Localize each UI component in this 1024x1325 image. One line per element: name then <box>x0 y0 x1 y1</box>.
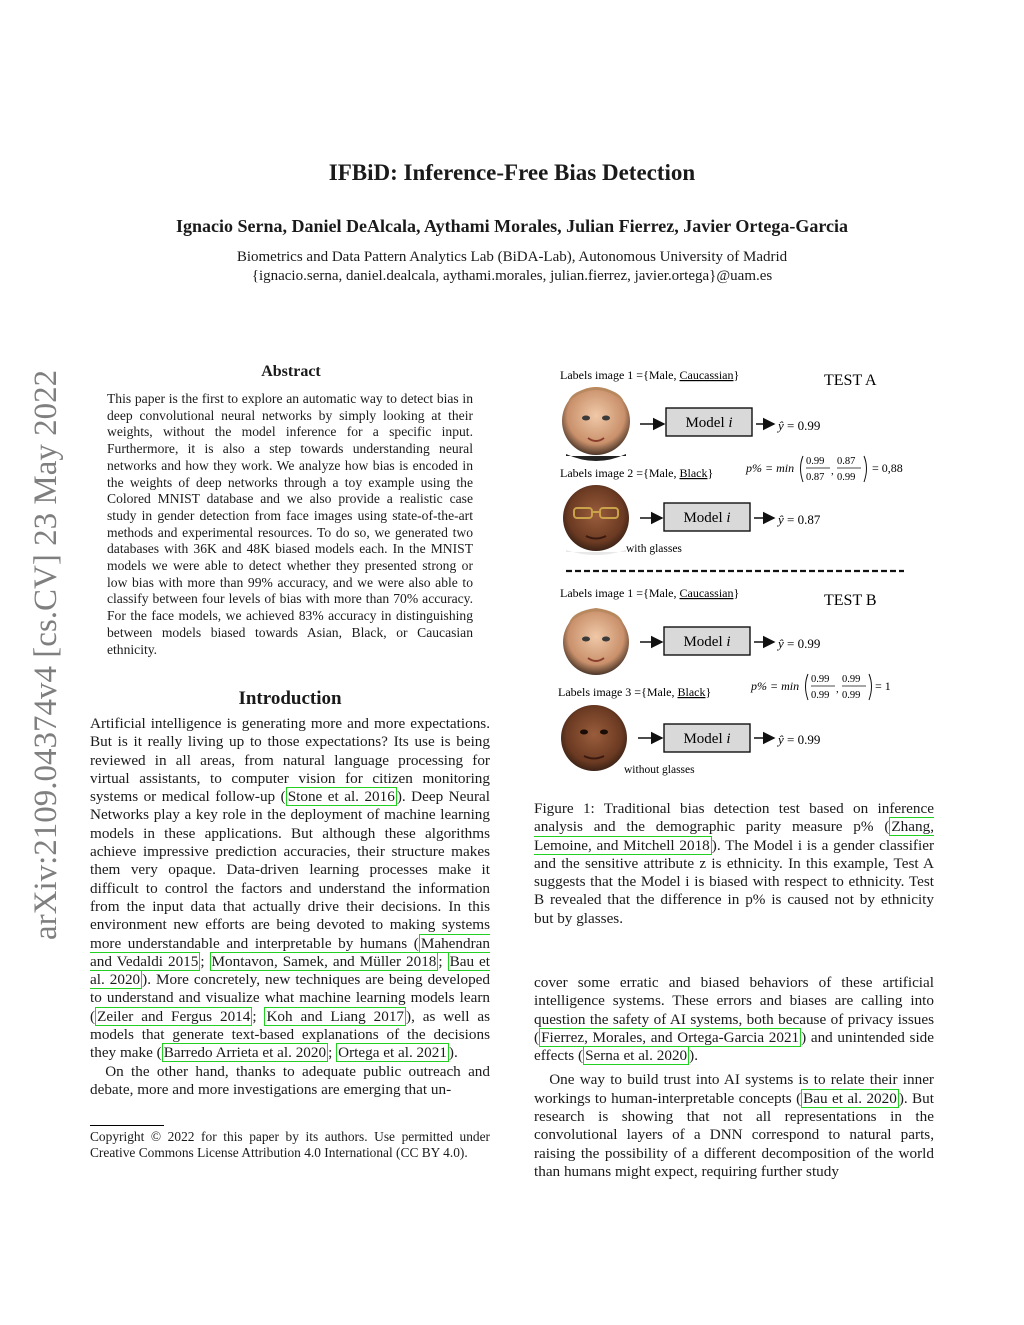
with-glasses-label: with glasses <box>626 543 682 555</box>
prediction-b1: ŷ = 0.99 <box>778 636 821 651</box>
model-label: Model i <box>683 510 731 526</box>
label-a2: Labels image 2 ={Male, Black} <box>560 466 714 480</box>
text-run: cover some erratic and biased behaviors of these artificial intelligence systems. These errors and biases are calling into question the safety of AI systems, both because of privacy issues ( <box>534 974 934 1046</box>
face-caucasian-a <box>562 387 630 461</box>
citation-link[interactable]: Koh and Liang 2017 <box>266 1007 405 1025</box>
pct-formula-a: p% = min <box>746 461 795 475</box>
result-a: = 0,88 <box>872 461 903 475</box>
citation-link[interactable]: Bau et al. 2020 <box>90 952 490 989</box>
text-run: ). Deep Neural Networks play a key role in the deployment of machine learning models in these applications. But although these algorithms achieve impressive prediction accuracies, their structure makes them very opaque. Data-driven learning processes make it difficult to control the factors and understand the information from the input data that actually drive their decisions. In this environment new efforts are being devoted to making systems more understandable and interpretable by humans ( <box>90 788 491 952</box>
citation-link[interactable]: Zhang, Lemoine, and Mitchell 2018 <box>534 818 934 854</box>
text-run: Figure 1: Traditional bias detection test based on inference analysis and the demographic parity measure p% ( <box>534 800 934 836</box>
without-glasses-label: without glasses <box>624 764 695 776</box>
separator: , <box>831 465 834 477</box>
abstract-text: This paper is the first to explore an automatic way to detect bias in deep convolutional neural networks by simply looking at their weights, without the model inference for a specific input. Furthermore, it is also a step towards understanding neural networks and how they work. We analyze how bias is encoded in the weights of deep networks through a toy example using the Colored MNIST database and we also provide a realistic case study in gender detection from face images using state-of-the-art methods and experimental resources. To do so, we generated two databases with 36K and 48K biased models each. In the MNIST models we were able to detect whether they presented strong or low bias with more than 99% accuracy, and we were also able to classify between four levels of bias with more than 70% accuracy. For the face models, we achieved 83% accuracy in distinguishing between models biased towards Asian, Black, or Caucasian ethnicity. <box>107 391 473 657</box>
pct-formula-b: p% = min <box>751 679 800 693</box>
text-run: ). More concretely, new techniques are being developed to understand and visualize what machine learning models learn ( <box>90 971 490 1025</box>
figure-1-caption <box>534 800 934 928</box>
citation-link[interactable]: Zeiler and Fergus 2014 <box>97 1007 251 1025</box>
frac-b2-num: 0.99 <box>842 674 861 685</box>
face-black-glasses <box>563 485 629 555</box>
prediction-a1: ŷ = 0.99 <box>778 418 821 433</box>
citation-link[interactable]: Stone et al. 2016 <box>287 788 395 806</box>
separator: , <box>836 683 839 695</box>
frac-a2-num: 0.87 <box>837 456 856 467</box>
face-black-no-glasses <box>561 705 627 771</box>
citation-link[interactable]: Barredo Arrieta et al. 2020 <box>163 1044 327 1062</box>
face-caucasian-b <box>563 608 629 675</box>
text-run: ) and unintended side effects ( <box>534 1028 934 1065</box>
text-run: ). <box>448 1044 458 1062</box>
frac-a1-den: 0.87 <box>806 472 825 483</box>
footnote-rule <box>90 1125 164 1126</box>
col2-paragraph-2 <box>534 1071 934 1181</box>
text-run: ; <box>252 1007 265 1025</box>
author-list: Ignacio Serna, Daniel DeAlcala, Aythami Morales, Julian Fierrez, Javier Ortega-Garcia <box>175 216 849 236</box>
paper-title: IFBiD: Inference-Free Bias Detection <box>328 160 696 185</box>
text-run: ; <box>438 952 448 970</box>
text-run: ; <box>200 952 210 970</box>
frac-a2-den: 0.99 <box>837 472 856 483</box>
frac-b2-den: 0.99 <box>842 690 861 701</box>
column-2-body <box>534 974 934 1181</box>
citation-link[interactable]: Serna et al. 2020 <box>585 1047 688 1065</box>
frac-b1-num: 0.99 <box>811 674 830 685</box>
citation-link[interactable]: Fierrez, Morales, and Ortega-Garcia 2021 <box>541 1028 800 1046</box>
affiliation: Biometrics and Data Pattern Analytics Lab (BiDA-Lab), Autonomous University of Madrid <box>236 249 788 265</box>
text-run: ). <box>689 1047 698 1065</box>
citation-link[interactable]: Bau et al. 2020 <box>803 1089 897 1107</box>
label-b1: Labels image 1 ={Male, Caucassian} <box>560 586 740 600</box>
copyright-footnote: Copyright © 2022 for this paper by its authors. Use permitted under Creative Commons License Attribution 4.0 International (CC BY 4.0). <box>90 1129 490 1161</box>
text-run: One way to build trust into AI systems is to relate their inner workings to human-interpretable concepts ( <box>534 1071 934 1107</box>
citation-link[interactable]: Mahendran and Vedaldi 2015 <box>90 934 490 970</box>
model-label: Model i <box>683 731 731 747</box>
result-b: = 1 <box>875 679 891 693</box>
prediction-b3: ŷ = 0.99 <box>778 732 821 747</box>
introduction-body <box>90 715 490 1099</box>
abstract-heading: Abstract <box>261 363 321 380</box>
frac-b1-den: 0.99 <box>811 690 830 701</box>
text-run: ). The Model i is a gender classifier and the sensitive attribute z is ethnicity. In this example, Test A suggests that the Model i is biased with respect to ethnicity. Test B revealed that the difference in p% is caused not by ethnicity but by glasses. <box>534 836 935 927</box>
introduction-heading: Introduction <box>238 688 342 709</box>
citation-link[interactable]: Montavon, Samek, and Müller 2018 <box>211 952 437 970</box>
text-run: ), as well as models that generate text-based explanations of the decisions they make ( <box>90 1007 490 1062</box>
citation-link[interactable]: Ortega et al. 2021 <box>338 1044 447 1062</box>
frac-a1-num: 0.99 <box>806 456 825 467</box>
label-a1: Labels image 1 ={Male, Caucassian} <box>560 368 740 382</box>
arxiv-sidebar: arXiv:2109.04374v4 [cs.CV] 23 May 2022 <box>28 369 64 940</box>
test-a-title: TEST A <box>824 372 877 389</box>
col2-paragraph-1 <box>534 974 934 1065</box>
text-run: Artificial intelligence is generating more and more expectations. But is it really living up to those expectations? Its use is being reviewed in all areas, from natural language processing for virtual assistants, to computer vision for citizen monitoring systems or medical follow-up ( <box>90 715 490 806</box>
test-b-title: TEST B <box>824 592 877 609</box>
text-run: ). But research is showing that not all representations in the convolutional layers of a DNN correspond to natural parts, raising the possibility of a different decomposition of the world than humans might expect, requiring further study <box>534 1089 934 1180</box>
model-label: Model i <box>685 415 733 431</box>
author-emails: {ignacio.serna, daniel.dealcala, aythami.morales, julian.fierrez, javier.ortega}@uam.es <box>251 268 773 284</box>
label-b3: Labels image 3 ={Male, Black} <box>558 685 712 699</box>
text-run: ; <box>328 1044 337 1062</box>
intro-paragraph-1 <box>90 715 490 1063</box>
intro-paragraph-2: On the other hand, thanks to adequate public outreach and debate, more and more investigations are emerging that un- <box>90 1062 490 1098</box>
model-label: Model i <box>683 634 731 650</box>
figure-1-diagram <box>548 360 918 780</box>
prediction-a2: ŷ = 0.87 <box>778 512 821 527</box>
